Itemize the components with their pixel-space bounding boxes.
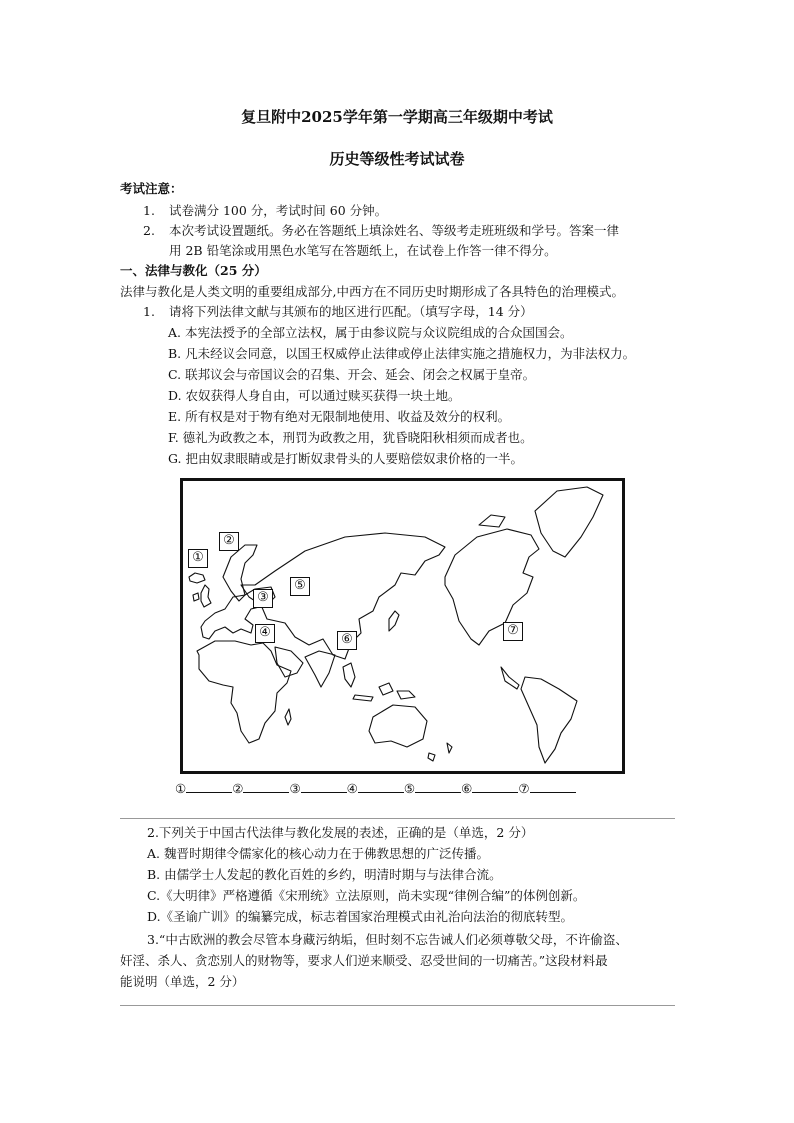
answer-label-3: ③ [289,781,301,796]
notice-item-text-cont: 用 2B 铅笔涂或用黑色水笔写在答题纸上，在试卷上作答一律不得分。 [169,243,557,258]
answer-label-4: ④ [346,781,358,796]
question-3-line1: 3.“中古欧洲的教会尽管本身藏污纳垢，但时刻不忘告诫人们必须尊敬父母，不许偷盗、 [147,932,628,947]
answer-label-5: ⑤ [403,781,416,796]
answer-blank-4[interactable] [358,780,404,793]
divider [120,818,675,819]
q2-option-b: B. 由儒学士人发起的教化百姓的乡约，明清时期与与法律合流。 [147,867,502,882]
map-marker-4: ④ [255,624,275,643]
option-c: C. 联邦议会与帝国议会的召集、开会、延会、闭会之权属于皇帝。 [168,367,536,382]
map-marker-2: ② [219,532,239,551]
option-b: B. 凡未经议会同意，以国王权威停止法律或停止法律实施之措施权力，为非法权力。 [168,346,636,361]
notice-item-text: 试卷满分 100 分，考试时间 60 分钟。 [169,203,388,218]
answer-blanks [175,780,576,798]
option-d: D. 农奴获得人身自由，可以通过赎买获得一块土地。 [168,388,461,403]
answer-blank-2[interactable] [243,780,289,793]
option-a: A. 本宪法授予的全部立法权，属于由参议院与众议院组成的合众国国会。 [168,325,573,340]
option-e: E. 所有权是对于物有绝对无限制地使用、收益及效分的权利。 [168,409,511,424]
divider [120,1005,675,1006]
answer-label-1: ① [175,781,187,796]
section-intro: 法律与教化是人类文明的重要组成部分,中西方在不同历史时期形成了各具特色的治理模式。 [120,284,624,299]
notice-heading: 考试注意： [120,181,183,196]
notice-item-num: 2. [143,223,155,238]
world-map [180,478,625,774]
option-f: F. 德礼为政教之本，刑罚为政教之用，犹昏晓阳秋相须而成者也。 [168,430,533,445]
question-3-line3: 能说明（单选，2 分） [120,974,245,989]
answer-blank-5[interactable] [415,780,461,793]
q2-option-a: A. 魏晋时期律令儒家化的核心动力在于佛教思想的广泛传播。 [147,846,489,861]
map-marker-5: ⑤ [290,577,310,596]
map-marker-6: ⑥ [337,631,357,650]
question-2-stem: 2.下列关于中国古代法律与教化发展的表述，正确的是（单选，2 分） [147,825,534,840]
answer-label-7: ⑦ [518,781,530,796]
option-g: G. 把由奴隶眼睛或是打断奴隶骨头的人要赔偿奴隶价格的一半。 [168,451,523,466]
answer-label-2: ② [232,781,244,796]
page-title: 复旦附中2025学年第一学期高三年级期中考试 [241,108,553,126]
question-1-stem: 请将下列法律文献与其颁布的地区进行匹配。（填写字母，14 分） [169,304,533,319]
q2-option-c: C.《大明律》严格遵循《宋刑统》立法原则，尚未实现“律例合编”的体例创新。 [147,888,586,903]
map-marker-7: ⑦ [503,622,523,641]
question-3-line2: 奸淫、杀人、贪恋别人的财物等，要求人们逆来顺受、忍受世间的一切痛苦。”这段材料最 [120,953,608,968]
notice-item-text: 本次考试设置题纸。务必在答题纸上填涂姓名、等级考走班班级和学号。答案一律 [169,223,620,238]
answer-blank-6[interactable] [472,780,518,793]
question-1-num: 1. [143,304,155,319]
q2-option-d: D.《圣谕广训》的编纂完成，标志着国家治理模式由礼治向法治的彻底转型。 [147,909,574,924]
notice-item-num: 1. [143,203,155,218]
world-map-outline [183,481,622,771]
map-marker-3: ③ [253,589,273,608]
map-marker-1: ① [188,549,208,568]
answer-label-6: ⑥ [461,781,473,796]
answer-blank-1[interactable] [186,780,232,793]
page-subtitle: 历史等级性考试试卷 [329,150,465,168]
answer-blank-3[interactable] [301,780,347,793]
section-heading: 一、法律与教化（25 分） [120,263,267,278]
answer-blank-7[interactable] [530,780,576,793]
